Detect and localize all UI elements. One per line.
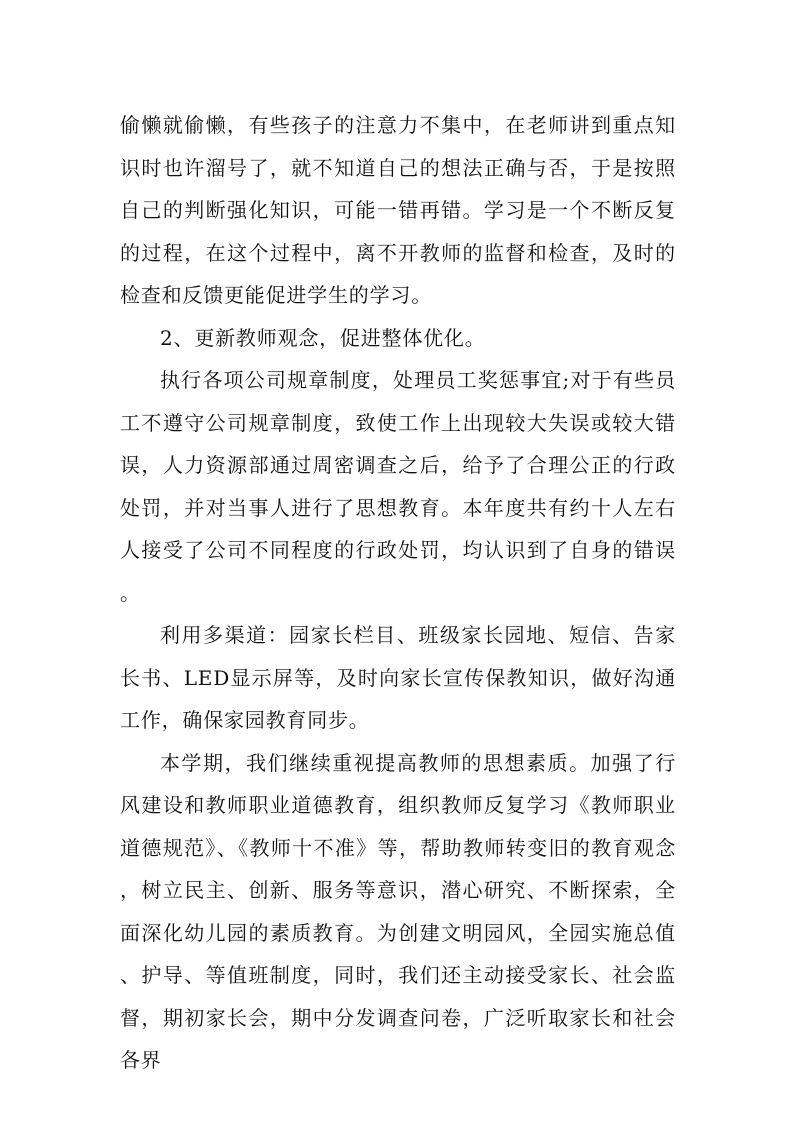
- section-heading: 2、更新教师观念，促进整体优化。: [160, 325, 486, 350]
- paragraph-continuation: 偷懒就偷懒，有些孩子的注意力不集中，在老师讲到重点知识时也许溜号了，就不知道自己的想法正确与否，于是按照自己的判断强化知识，可能一错再错。学习是一个不断反复的过程，在这个过程中，离不开教师的监督和检查，及时的检查和反馈更能促进学生的学习。: [120, 113, 676, 307]
- paragraph-teacher-quality: 本学期，我们继续重视提高教师的思想素质。加强了行风建设和教师职业道德教育，组织教师反复学习《教师职业道德规范》、《教师十不准》等，帮助教师转变旧的教育观念，树立民主、创新、服务等意识，潜心研究、不断探索，全面深化幼儿园的素质教育。为创建文明园风，全园实施总值、护导、等值班制度，同时，我们还主动接受家长、社会监督，期初家长会，期中分发调查问卷，广泛听取家长和社会各界: [120, 750, 676, 1072]
- paragraph-hr-discipline: 执行各项公司规章制度，处理员工奖惩事宜;对于有些员工不遵守公司规章制度，致使工作上出现较大失误或较大错误，人力资源部通过周密调查之后，给予了合理公正的行政处罚，并对当事人进行了思想教育。本年度共有约十人左右人接受了公司不同程度的行政处罚，均认识到了自身的错误。: [120, 368, 676, 605]
- document-body: [120, 104, 676, 1082]
- paragraph-parent-channels: 利用多渠道：园家长栏目、班级家长园地、短信、告家长书、LED显示屏等，及时向家长宣传保教知识，做好沟通工作，确保家园教育同步。: [120, 623, 676, 732]
